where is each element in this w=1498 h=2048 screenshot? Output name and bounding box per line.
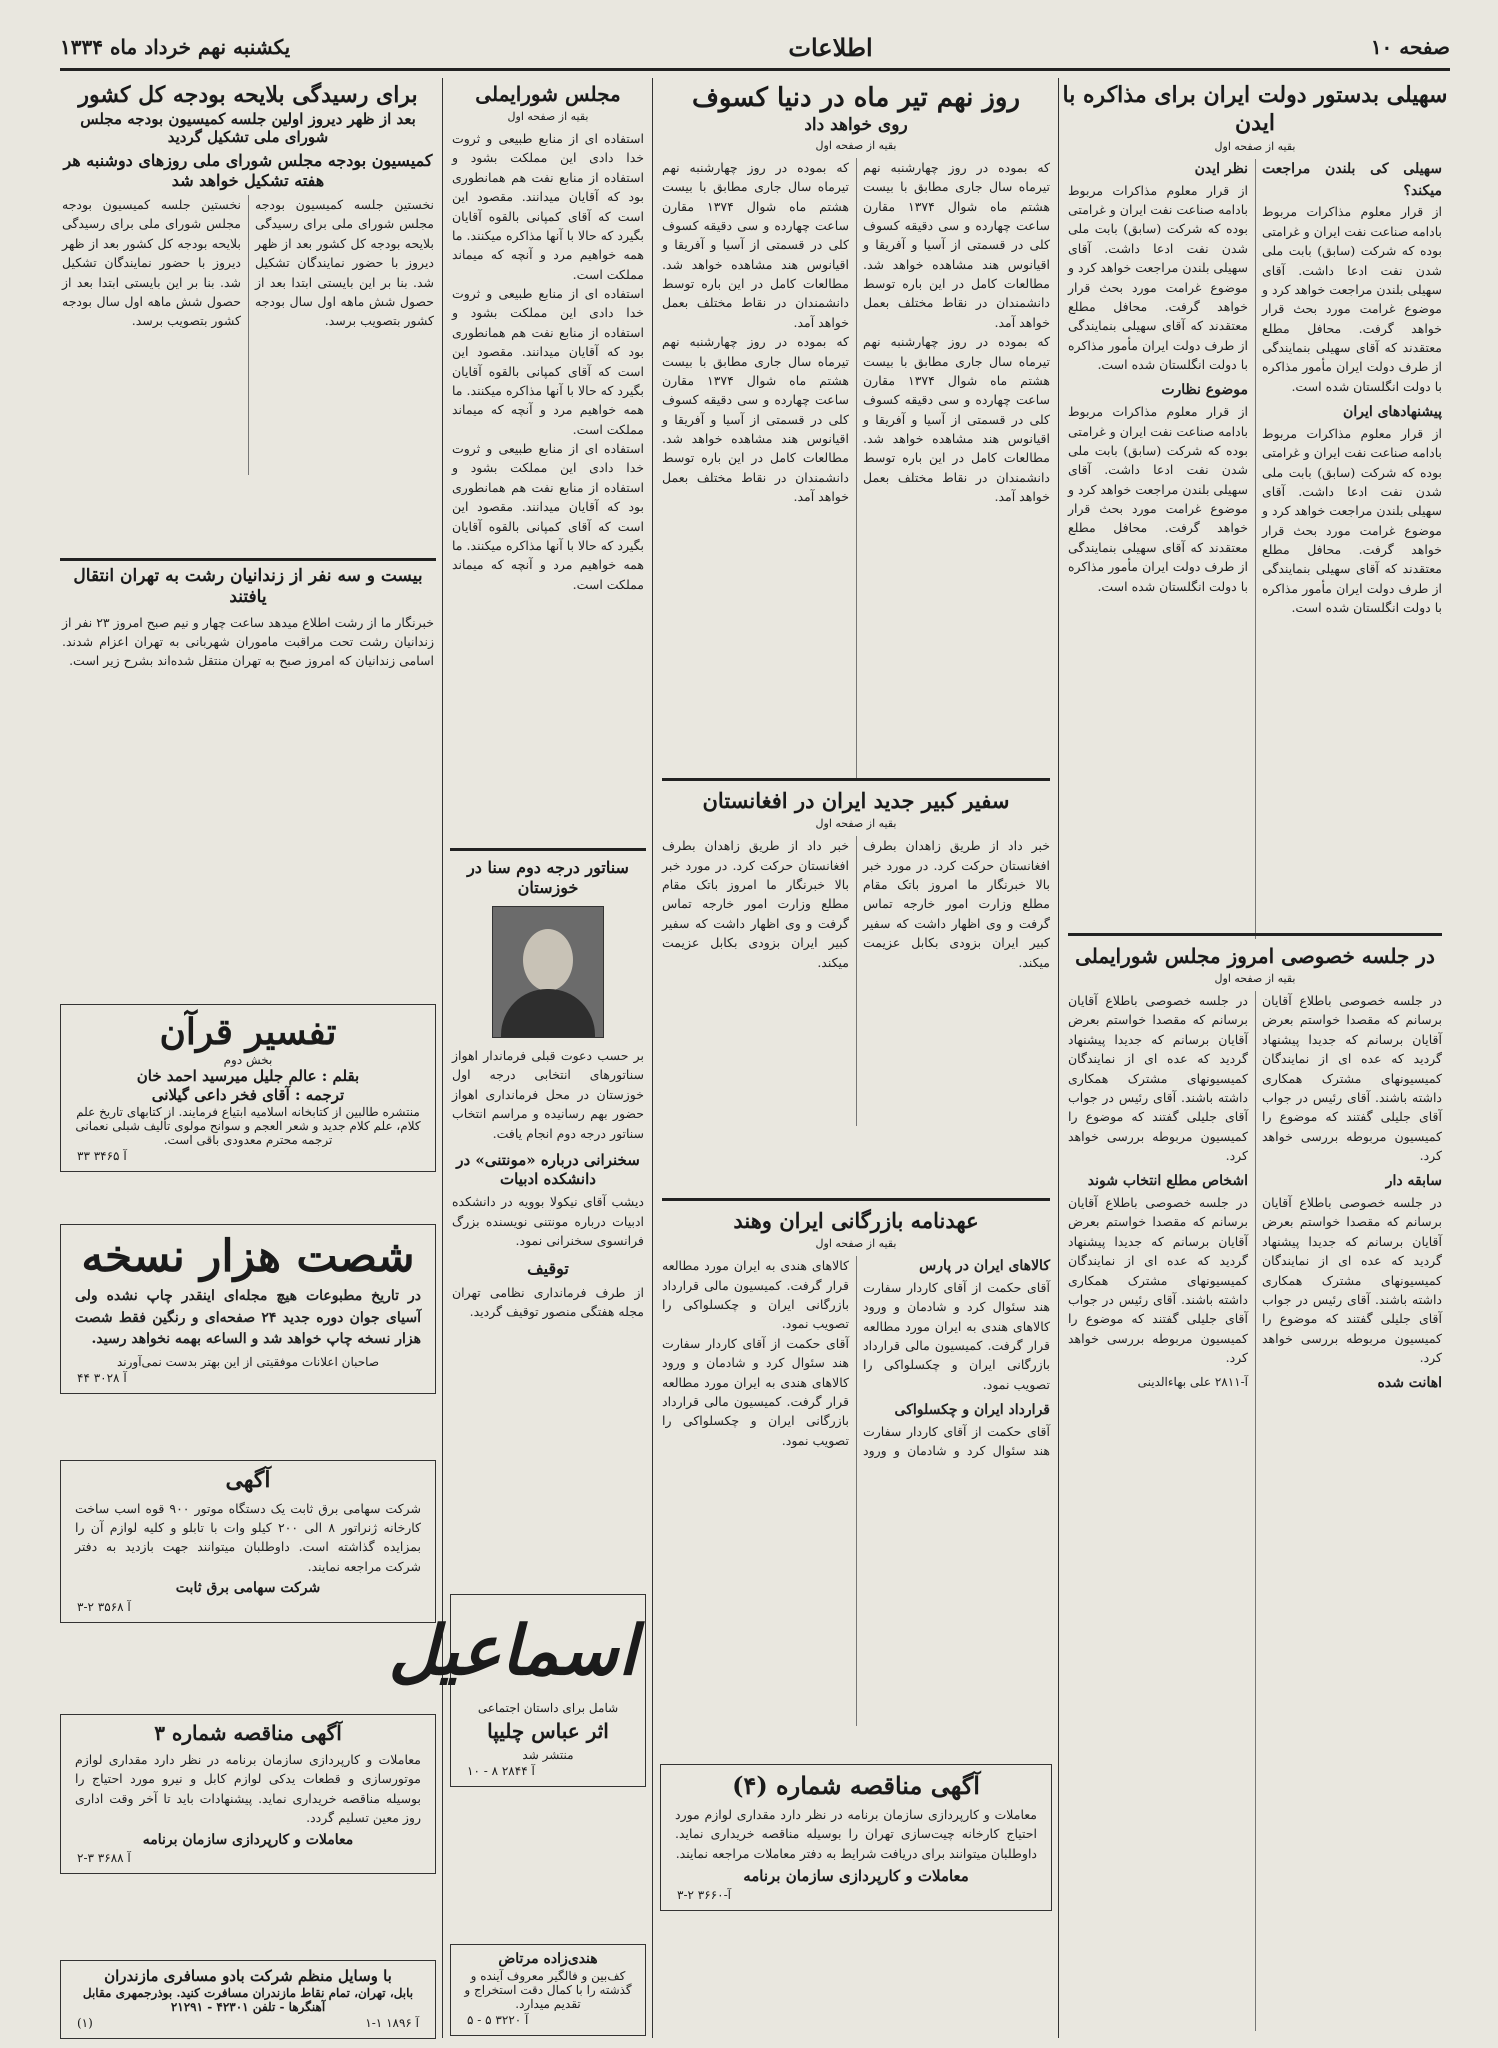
article-text: دیشب آقای نیکولا بوویه در دانشکده ادبیات درباره مونتنی نویسنده بزرگ فرانسوی سخنرانی نمود. [452,1194,644,1249]
article-text: خبرنگار ما از رشت اطلاع میدهد ساعت چهار و نیم صبح امروز ۲۳ نفر از زندانیان رشت تحت مراقبت ماموران شهربانی به تهران اعزام شدند. اسامی زندانیان که امروز صبح به تهران منتقل شده‌اند بشرح زیر است. [62,614,435,669]
ad-power-company [60,1460,436,1623]
headline-majlis: مجلس شورایملی [475,82,621,106]
article-text: نخستین جلسه کمیسیون بودجه مجلس شورای ملی برای رسیدگی بلایحه بودجه کل کشور بعد از ظهر دیروز با حضور نمایندگان تشکیل شد. بنا بر این بایستی ابتدا بعد از حصول شش ماهه اول سال بودجه کشور بتصویب برسد. [255,197,434,329]
ad-part: بخش دوم [223,1053,273,1067]
headline-eclipse-sub: روی خواهد داد [804,114,908,135]
article-soheili [1068,159,1442,939]
column-center-right [656,78,1056,2038]
column-rule [1058,78,1059,2038]
tender-ad-4 [660,1764,1052,1911]
article-text: از قرار معلوم مذاکرات مربوط بادامه صناعت نفت ایران و غرامتی بوده که شرکت (سابق) بابت ملی شدن نفت ادعا داشت. آقای سهیلی بلندن مراجعت خواهد کرد و موضوع غرامت مورد بحث قرار خواهد گرفت. محافل مطلع معتقدند که آقای سهیلی بنمایندگی از طرف دولت ایران مأمور مذاکره با دولت انگلستان شده است. [1068,404,1248,594]
ad-title: هندی‌زاده مرتاض [498,1951,598,1967]
ad-text: معاملات و کارپردازی سازمان برنامه در نظر دارد مقداری لوازم موتورسازی و قطعات یدکی لوازم کابل و نیرو مورد احتیاج را بوسیله مناقصه خریداری نماید. پیشنهادات باید تا آخر وقت اداری روز معین تسلیم گردد. [75,1752,421,1826]
section-divider [662,1198,1050,1201]
headline-budget-sub: بعد از ظهر دیروز اولین جلسه کمیسیون بودجه مجلس شورای ملی تشکیل گردید [80,109,416,147]
article-text: در جلسه خصوصی باطلاع آقایان برسانم که مقصدا خواستم بعرض آقایان برسانم که جدیدا پیشنهاد گردید که عده ای از نمایندگان کمیسیونهای مشترک همکاری داشته باشند. آقای رئیس در جواب آقای جلیلی گفتند که موضوع را کمیسیون مربوطه بررسی خواهد کرد. [1068,993,1248,1163]
article-text: آقای حکمت از آقای کاردار سفارت هند سئوال کرد و شادمان و ورود کالاهای هندی به ایران مورد مطالعه قرار گرفت. کمیسیون مالی قرارداد بازرگانی ایران و چکسلواکی را تصویب نمود. [662,1258,1050,1459]
headline-majlis-private: در جلسه خصوصی امروز مجلس شورایملی [1075,944,1435,968]
headline-budget-sub2: کمیسیون بودجه مجلس شورای ملی روزهای دوشنبه هر هفته تشکیل خواهد شد [63,151,433,190]
article-text: که بموده در روز چهارشنبه نهم تیرماه سال جاری مطابق با بیست هشتم ماه شوال ۱۳۷۴ مقارن ساعت چهارده و سی دقیقه کسوف کلی در قسمتی از آسیا و آفریقا و اقیانوس هند مشاهده خواهد شد. مطالعات کامل در این باره توسط دانشمندان در نقاط مختلف بعمل خواهد آمد. [662,159,849,330]
page-footer-number: (۱) [77,2015,93,2030]
ad-text: معاملات و کارپردازی سازمان برنامه در نظر دارد مقداری لوازم مورد احتیاج کارخانه چیت‌سازی تهران را بوسیله مناقصه خریداری نماید. داوطلبان میتوانند برای دریافت شرایط به دفتر معاملات مراجعه نمایند. [675,1807,1037,1861]
page-number: صفحه ۱۰ [1370,35,1450,59]
article-text: در جلسه خصوصی باطلاع آقایان برسانم که مقصدا خواستم بعرض آقایان برسانم که جدیدا پیشنهاد گردید که عده ای از نمایندگان کمیسیونهای مشترک همکاری داشته باشند. آقای رئیس در جواب آقای جلیلی گفتند که موضوع را کمیسیون مربوطه بررسی خواهد کرد. [1068,1195,1248,1366]
ad-code: آ-۳۶۶۰ ۲-۳ [677,1887,731,1902]
ad-published: منتشر شد [522,1748,574,1762]
article-text: استفاده ای از منابع طبیعی و ثروت خدا دادی این مملکت بشود و استفاده از منابع نفت هم همانطوری بود که آقایان میدانند. مقصود این است که آقای کمپانی بالقوه آقایان بگیرد که حالا با آنها مذاکره میکنند. ما همه خواهیم مرد و آنچه که میماند مملکت است. [452,441,644,592]
article-text: که بموده در روز چهارشنبه نهم تیرماه سال جاری مطابق با بیست هشتم ماه شوال ۱۳۷۴ مقارن ساعت چهارده و سی دقیقه کسوف کلی در قسمتی از آسیا و آفریقا و اقیانوس هند مشاهده خواهد شد. مطالعات کامل در این باره توسط دانشمندان در نقاط مختلف بعمل خواهد آمد. [863,159,1050,330]
article-trade [662,1256,1050,1726]
article-text: خبر داد از طریق زاهدان بطرف افغانستان حرکت کرد. در مورد خبر بالا خبرنگار ما امروز باتک مقام مطلع وزارت امور خارجه تماس گرفت و وی اظهار داشت که سفیر کبیر ایران بزودی بکابل عزیمت میکند. [662,838,849,970]
headline-prisoners: بیست و سه نفر از زندانیان رشت به تهران انتقال یافتند [73,566,423,608]
book-ad-esmail [388,1594,646,1787]
ad-quran [60,1004,436,1172]
tender-ad-3 [60,1714,436,1874]
article-text: از قرار معلوم مذاکرات مربوط بادامه صناعت نفت ایران و غرامتی بوده که شرکت (سابق) بابت ملی شدن نفت ادعا داشت. آقای سهیلی بلندن مراجعت خواهد کرد و موضوع غرامت مورد بحث قرار خواهد گرفت. محافل مطلع معتقدند که آقای سهیلی بنمایندگی از طرف دولت ایران مأمور مذاکره با دولت انگلستان شده است. [1262,204,1442,394]
ad-text: شرکت سهامی برق ثابت یک دستگاه موتور ۹۰۰ قوه اسب ساخت کارخانه ژنراتور ۸ الی ۲۰۰ کیلو وات با تابلو و کلیه لوازم آن را بمزایده گذاشته است. داوطلبان میتوانند جهت بازدید به دفتر شرکت مراجعه نمایند. [75,1500,421,1574]
headline-eclipse: روز نهم تیر ماه در دنیا کسوف [691,83,1021,113]
section-divider [60,558,436,561]
subhead: سابقه دار [1385,1173,1442,1190]
subhead: اشخاص مطلع انتخاب شوند [1087,1173,1248,1190]
ad-code: آ ۳۶۸۸ ۳-۲ [77,1851,131,1865]
ad-author: اثر عباس چلیپا [487,1719,609,1743]
article-text: که بموده در روز چهارشنبه نهم تیرماه سال جاری مطابق با بیست هشتم ماه شوال ۱۳۷۴ مقارن ساعت چهارده و سی دقیقه کسوف کلی در قسمتی از آسیا و آفریقا و اقیانوس هند مشاهده خواهد شد. مطالعات کامل در این باره توسط دانشمندان در نقاط مختلف بعمل خواهد آمد. [662,334,849,505]
ad-text: منتشره طالبین از کتابخانه اسلامیه ابتیاع فرمایند. از کتابهای تاریخ علم کلام، علم کلام جدید و شعر العجم و سوانح مولوی تألیف شبلی نعمانی ترجمه محترم معدودی باقی است. [75,1104,421,1147]
headline-senator: سناتور درجه دوم سنا در خوزستان [467,858,629,897]
kicker: بقیه از صفحه اول [815,1237,897,1251]
article-text: بر حسب دعوت قبلی فرماندار اهواز سناتورهای انتخابی درجه اول خوزستان در محل فرمانداری اهواز حضور بهم رسانیده و مراسم انتخاب سناتور درجه دوم انجام یافت. [452,1048,644,1141]
article-text: خبر داد از طریق زاهدان بطرف افغانستان حرکت کرد. در مورد خبر بالا خبرنگار ما امروز باتک مقام مطلع وزارت امور خارجه تماس گرفت و وی اظهار داشت که سفیر کبیر ایران بزودی بکابل عزیمت میکند. [863,838,1050,970]
section-majlis-private [1062,944,1448,2035]
ad-travel [60,1960,436,2039]
paper-title: اطلاعات [788,32,873,62]
ad-note: صاحبان اعلانات موفقیتی از این بهتر بدست نمی‌آورند [116,1355,380,1370]
ad-code: آ ۳۵۶۸ ۲-۳ [77,1599,131,1614]
article-text: از قرار معلوم مذاکرات مربوط بادامه صناعت نفت ایران و غرامتی بوده که شرکت (سابق) بابت ملی شدن نفت ادعا داشت. آقای سهیلی بلندن مراجعت خواهد کرد و موضوع غرامت مورد بحث قرار خواهد گرفت. محافل مطلع معتقدند که آقای سهیلی بنمایندگی از طرف دولت ایران مأمور مذاکره با دولت انگلستان شده است. [1262,425,1442,616]
headline-budget: برای رسیدگی بلایحه بودجه کل کشور [78,82,418,108]
section-trade [656,1208,1056,1730]
ad-title: با وسایل منظم شرکت بادو مسافری مازندران [104,1967,392,1985]
section-prisoners [56,566,440,897]
subhead: اهانت شده [1377,1375,1442,1392]
ad-text: کف‌بین و فالگیر معروف آینده و گذشته را با کمال دقت استخراج و تقدیم میدارد. [464,1968,632,2011]
masthead [60,26,1450,71]
article-text: نخستین جلسه کمیسیون بودجه مجلس شورای ملی برای رسیدگی بلایحه بودجه کل کشور بعد از ظهر دیروز با حضور نمایندگان تشکیل شد. بنا بر این بایستی ابتدا بعد از حصول شش ماهه اول سال بودجه کشور بتصویب برسد. [62,197,241,329]
ad-title: تفسیر قرآن [159,1011,337,1053]
article-ambassador [662,836,1050,1126]
ad-code: آ ۳۰۲۸ ۴۴ [77,1371,127,1386]
ad-code: آ ۲۸۴۴ ۸ - ۱۰ [467,1764,535,1778]
subhead: نظر ایدن [1194,161,1248,177]
ad-code: آ ۱۸۹۶ ۱-۱ [365,2015,419,2030]
issue-date: یکشنبه نهم خرداد ماه ۱۳۳۴ [60,35,291,59]
headline-soheili: سهیلی بدستور دولت ایران برای مذاکره با ایدن [1062,82,1448,136]
ad-title: اسماعیل [388,1611,637,1691]
article-text: استفاده ای از منابع طبیعی و ثروت خدا دادی این مملکت بشود و استفاده از منابع نفت هم همانطوری بود که آقایان میدانند. مقصود این است که آقای کمپانی بالقوه آقایان بگیرد که حالا با آنها مذاکره میکنند. ما همه خواهیم مرد و آنچه که میماند مملکت است. [452,131,644,282]
section-divider [1068,933,1442,936]
ad-signature: معاملات و کارپردازی سازمان برنامه [142,1831,354,1848]
ad-signature: شرکت سهامی برق ثابت [175,1580,321,1596]
section-senator [446,858,650,1325]
ad-palmist [450,1944,646,2036]
kicker: بقیه از صفحه اول [815,817,897,831]
ad-title: آگهی [225,1467,271,1493]
column-left [56,78,440,2038]
column-rule [652,78,653,2038]
ad-translator: ترجمه : آقای فخر داعی گیلانی [151,1085,345,1104]
section-ambassador [656,788,1056,1130]
headline-suspension: توقیف [527,1258,569,1278]
ad-subtitle: شامل برای داستان اجتماعی [477,1701,619,1715]
headline-ambassador: سفیر کبیر جدید ایران در افغانستان [702,788,1010,813]
ad-title: آگهی مناقصه شماره ۳ [154,1721,342,1745]
subhead: سهیلی کی بلندن مراجعت میکند؟ [1262,161,1442,199]
article-text: که بموده در روز چهارشنبه نهم تیرماه سال جاری مطابق با بیست هشتم ماه شوال ۱۳۷۴ مقارن ساعت چهارده و سی دقیقه کسوف کلی در قسمتی از آسیا و آفریقا و اقیانوس هند مشاهده خواهد شد. مطالعات کامل در این باره توسط دانشمندان در نقاط مختلف بعمل خواهد آمد. [863,334,1050,505]
article-text: استفاده ای از منابع طبیعی و ثروت خدا دادی این مملکت بشود و استفاده از منابع نفت هم همانطوری بود که آقایان میدانند. مقصود این است که آقای کمپانی بالقوه آقایان بگیرد که حالا با آنها مذاکره میکنند. ما همه خواهیم مرد و آنچه که میماند مملکت است. [452,286,644,437]
senator-portrait [492,906,604,1038]
ad-code: آ ۳۴۶۵ ۳۳ [77,1148,127,1163]
article-text: آقای حکمت از آقای کاردار سفارت هند سئوال کرد و شادمان و ورود کالاهای هندی به ایران مورد مطالعه قرار گرفت. کمیسیون مالی قرارداد بازرگانی ایران و چکسلواکی را تصویب نمود. [863,1279,1050,1392]
article-text: آقای حکمت از آقای کاردار سفارت هند سئوال کرد و شادمان و ورود کالاهای هندی به ایران مورد مطالعه قرار گرفت. کمیسیون مالی قرارداد بازرگانی ایران و چکسلواکی را تصویب نمود. [662,1335,849,1448]
article-text: از قرار معلوم مذاکرات مربوط بادامه صناعت نفت ایران و غرامتی بوده که شرکت (سابق) بابت ملی شدن نفت ادعا داشت. آقای سهیلی بلندن مراجعت خواهد کرد و موضوع غرامت مورد بحث قرار خواهد گرفت. محافل مطلع معتقدند که آقای سهیلی بنمایندگی از طرف دولت ایران مأمور مذاکره با دولت انگلستان شده است. [1068,182,1248,373]
ad-code: آ-۲۸۱۱ علی بهاء‌الدینی [1137,1375,1248,1390]
subhead: پیشنهادهای ایران [1343,404,1442,421]
article-text: در جلسه خصوصی باطلاع آقایان برسانم که مقصدا خواستم بعرض آقایان برسانم که جدیدا پیشنهاد گردید که عده ای از نمایندگان کمیسیونهای مشترک همکاری داشته باشند. آقای رئیس در جواب آقای جلیلی گفتند که موضوع را کمیسیون مربوطه بررسی خواهد کرد. [1262,1195,1442,1366]
headline-trade: عهدنامه بازرگانی ایران وهند [733,1208,979,1233]
headline-montaigne: سخنرانی درباره «مونتنی» در دانشکده ادبیات [456,1150,640,1188]
article-majlis-private [1068,991,1442,2031]
article-eclipse [662,158,1050,778]
article-text: از طرف فرمانداری نظامی تهران مجله هفتگی منصور توقیف گردید. [452,1284,644,1319]
section-divider [662,778,1050,781]
ad-code: آ ۳۲۲۰ ۵ - ۵ [467,2012,529,2027]
subhead: کالاهای ایران در پارس [919,1258,1050,1275]
ad-text: بابل، تهران، تمام نقاط مازندران مسافرت کنید. بوذرجمهری مقابل آهنگرها - تلفن ۴۲۳۰۱ - ۲۱۲۹۱ [82,1985,414,2014]
kicker: بقیه از صفحه اول [507,110,589,123]
column-right [1062,78,1448,2038]
article-text: در جلسه خصوصی باطلاع آقایان برسانم که مقصدا خواستم بعرض آقایان برسانم که جدیدا پیشنهاد گردید که عده ای از نمایندگان کمیسیونهای مشترک همکاری داشته باشند. آقای رئیس در جواب آقای جلیلی گفتند که موضوع را کمیسیون مربوطه بررسی خواهد کرد. [1262,993,1442,1163]
kicker: بقیه از صفحه اول [1214,972,1296,985]
ad-title: شصت هزار نسخه [81,1231,415,1282]
ad-signature: معاملات و کارپردازی سازمان برنامه [743,1867,969,1886]
ad-author: بقلم : عالم جلیل میرسید احمد خان [136,1067,360,1085]
subhead: قرارداد ایران و چکسلواکی [894,1402,1050,1419]
subhead: موضوع نظارت [1161,382,1248,399]
ad-sixty-thousand [60,1224,436,1394]
kicker: بقیه از صفحه اول [815,138,897,152]
column-rule [442,78,443,2038]
section-divider [450,848,646,851]
ad-title: آگهی مناقصه شماره (۴) [732,1771,980,1800]
ad-text: در تاریخ مطبوعات هیچ مجله‌ای اینقدر چاپ نشده ولی آسیای جوان دوره جدید ۲۴ صفحه‌ای و رنگین فقط شصت هزار نسخه چاپ خواهد شد و الساعه بهمه نخواهد رسید. [75,1288,421,1348]
article-majlis [452,129,644,749]
kicker: بقیه از صفحه اول [1214,140,1296,153]
article-budget [62,195,434,475]
